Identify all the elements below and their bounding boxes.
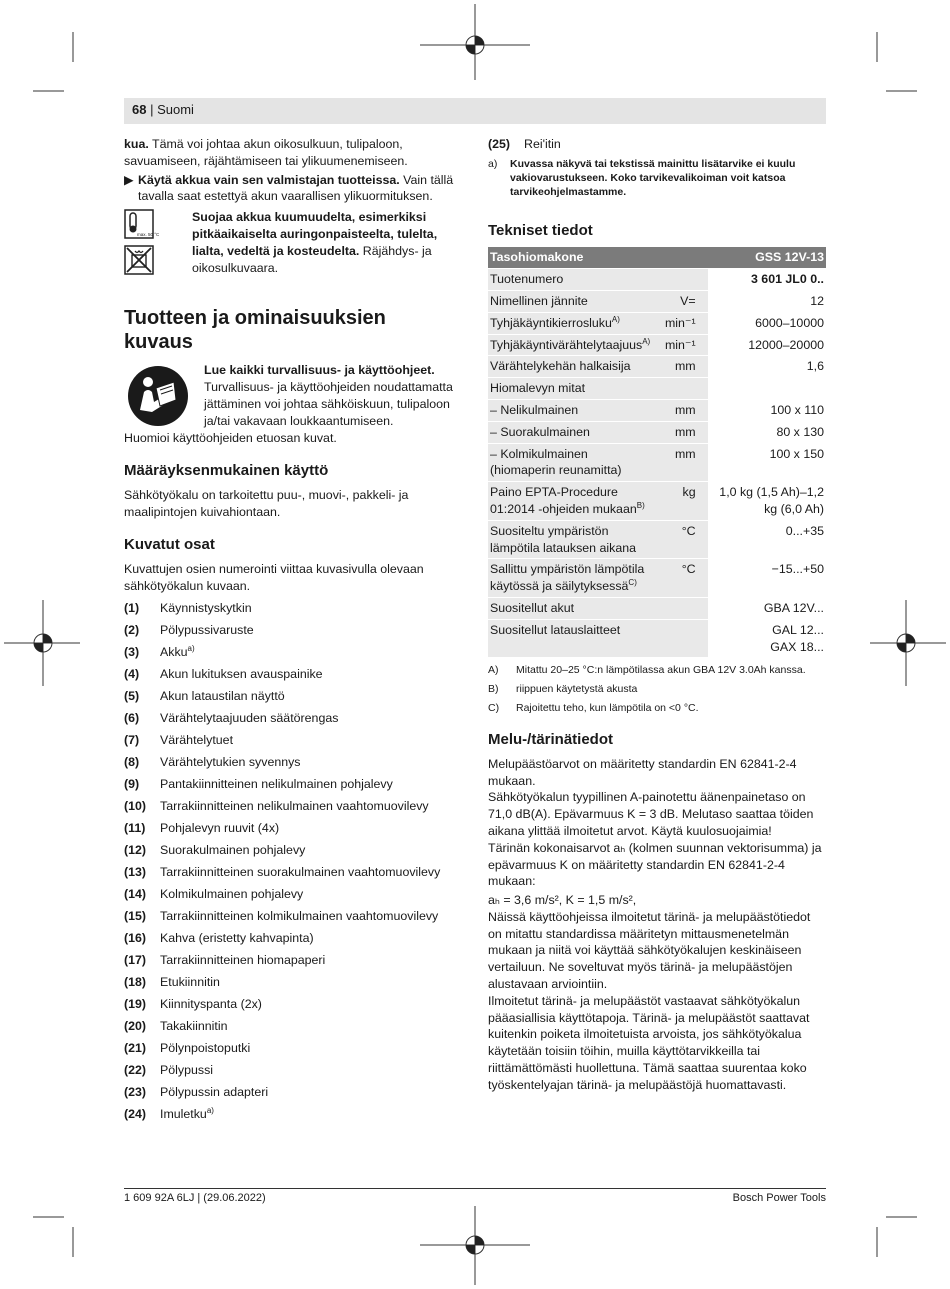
part-label: Pölypussivaruste [160, 623, 254, 638]
part-label: Käynnistyskytkin [160, 601, 252, 616]
part-item [124, 622, 460, 644]
footnote-item [488, 683, 826, 697]
spec-value: 80 x 130 [708, 421, 826, 443]
part-number: (11) [124, 821, 146, 836]
spec-unit [652, 269, 707, 291]
spec-header-value: GSS 12V-13 [708, 247, 826, 268]
part-item [124, 1062, 460, 1084]
part-label: Värähtelytaajuuden säätörengas [160, 711, 339, 726]
part-item [124, 842, 460, 864]
part-label: Tarrakiinnitteinen nelikulmainen vaahtomuovilevy [160, 799, 429, 814]
spec-unit: min⁻¹ [652, 334, 707, 356]
spec-row [488, 356, 826, 378]
section-title: Tuotteen ja ominaisuuksien kuvaus [124, 307, 386, 354]
intro-bold: kua. [124, 137, 149, 151]
cover-note: Huomioi käyttöohjeiden etuosan kuvat. [124, 431, 337, 446]
part-item [124, 886, 460, 908]
part-number: (15) [124, 909, 147, 924]
part-label: Takakiinnitin [160, 1019, 228, 1034]
footnote-text: Mitattu 20–25 °C:n lämpötilassa akun GBA 12V 3.0Ah kanssa. [516, 664, 806, 677]
spec-row [488, 290, 826, 312]
spec-unit: mm [652, 399, 707, 421]
intended-use-title: Määräyksenmukainen käyttö [124, 462, 329, 480]
part-label: Akun lukituksen avauspainike [160, 667, 323, 682]
part-number: (4) [124, 667, 140, 682]
part-item [124, 644, 460, 666]
part-label: Etukiinnitin [160, 975, 220, 990]
spec-row [488, 312, 826, 334]
noise-p5: Näissä käyttöohjeissa ilmoitetut tärinä- ja melupäästötiedot on mitattu standardissa määritetyn mittausmenetelmän mukaan ja niitä voi käyttää sähkötyökalujen keskinäiseen vertailuun. Ne soveltuvat myös tärinä- ja melupäästöjen alustavaan arviointiin. [488, 909, 811, 992]
part-number: (23) [124, 1085, 147, 1100]
spec-row [488, 399, 826, 421]
spec-row [488, 421, 826, 443]
spec-value: GAL 12... GAX 18... [708, 619, 826, 658]
spec-row [488, 482, 826, 521]
accessory-note [488, 158, 826, 199]
spec-label: Tyhjäkäyntivärähtelytaajuus$^{A)}$ [488, 334, 652, 356]
left-column [124, 136, 460, 1128]
spec-unit: V= [652, 290, 707, 312]
intro-paragraph [124, 136, 460, 170]
spec-value: 100 x 150 [708, 443, 826, 482]
part-number: (19) [124, 997, 147, 1012]
part-item [124, 666, 460, 688]
footnote-text: Rajoitettu teho, kun lämpötila on <0 °C. [516, 701, 699, 714]
page-header-text: 68 | Suomi [132, 102, 194, 117]
part-number: (1) [124, 601, 140, 616]
spec-label: Suositellut akut [488, 597, 652, 619]
spec-value: −15...+50 [708, 559, 826, 598]
part-number: (9) [124, 777, 140, 792]
battery-bullet [124, 172, 460, 206]
part-number: (18) [124, 975, 147, 990]
spec-label: Suositeltu ympäristön lämpötila latauksen aikana [488, 520, 652, 559]
spec-value: 12 [708, 290, 826, 312]
part-25 [488, 136, 826, 158]
noise-p1: Melupäästöarvot on määritetty standardin EN 62841-2-4 mukaan. [488, 756, 797, 788]
part-number: (25) [488, 137, 511, 151]
part-label: Akun lataustilan näyttö [160, 689, 285, 704]
footnote-item [488, 664, 826, 678]
spec-value: 0...+35 [708, 520, 826, 559]
spec-unit: °C [652, 559, 707, 598]
warning-icons [124, 209, 184, 276]
spec-value: 1,6 [708, 356, 826, 378]
part-item [124, 1106, 460, 1128]
part-item [124, 908, 460, 930]
right-column [488, 136, 826, 1094]
spec-row [488, 269, 826, 291]
spec-row [488, 443, 826, 482]
spec-label: Sallittu ympäristön lämpötila käytössä ja säilytyksessä$^{C)}$ [488, 559, 652, 598]
part-item [124, 688, 460, 710]
part-item [124, 820, 460, 842]
spec-unit: °C [652, 520, 707, 559]
footer-doc-id: 1 609 92A 6LJ | (29.06.2022) [124, 1192, 266, 1204]
part-label: Imuletku$^{a)}$ [160, 1106, 214, 1122]
spec-table [488, 247, 826, 658]
part-number: (2) [124, 623, 140, 638]
spec-value [708, 378, 826, 400]
part-number: (3) [124, 645, 140, 660]
spec-label: Tyhjäkäyntikierrosluku$^{A)}$ [488, 312, 652, 334]
spec-footnotes [488, 664, 826, 715]
part-label: Akku$^{a)}$ [160, 644, 195, 660]
spec-label: Nimellinen jännite [488, 290, 652, 312]
part-item [124, 600, 460, 622]
part-item [124, 1084, 460, 1106]
part-number: (6) [124, 711, 140, 726]
part-label: Pölynpoistoputki [160, 1041, 251, 1056]
part-item [124, 1040, 460, 1062]
part-item [124, 732, 460, 754]
part-item [124, 754, 460, 776]
part-number: (5) [124, 689, 140, 704]
bullet-bold: Käytä akkua vain sen valmistajan tuotteissa. [138, 172, 400, 187]
noise-title: Melu-/tärinätiedot [488, 730, 614, 748]
spec-row [488, 334, 826, 356]
spec-value: 6000–10000 [708, 312, 826, 334]
bullet-text: Vain tällä tavalla saat estettyä akun vaarallisen ylikuormituksen. [138, 172, 454, 204]
part-item [124, 952, 460, 974]
part-item [124, 864, 460, 886]
spec-unit: mm [652, 421, 707, 443]
note-key: a) [488, 158, 498, 170]
read-manual-icon [124, 362, 196, 430]
part-label: Pantakiinnitteinen nelikulmainen pohjalevy [160, 777, 393, 792]
intro-text: Tämä voi johtaa akun oikosulkuun, tulipaloon, savuamiseen, räjähtämiseen tai ylikuumenemiseen. [124, 137, 408, 168]
part-item [124, 996, 460, 1018]
part-number: (14) [124, 887, 147, 902]
parts-intro: Kuvattujen osien numerointi viittaa kuvasivulla olevaan sähkötyökalun kuvaan. [124, 561, 424, 593]
read-text: Turvallisuus- ja käyttöohjeiden noudattamatta jättäminen voi johtaa sähköiskuun, tulipaloon ja/tai vakavaan loukkaantumiseen. [204, 380, 453, 428]
page-header [124, 98, 826, 124]
noise-p3: Tärinän kokonaisarvot aₕ (kolmen suunnan vektorisumma) ja epävarmuus K on määritetty standardin EN 62841-2-4 mukaan: [488, 840, 822, 889]
part-label: Tarrakiinnitteinen suorakulmainen vaahtomuovilevy [160, 865, 441, 880]
spec-row [488, 619, 826, 658]
footnote-item [488, 702, 826, 716]
part-label: Tarrakiinnitteinen hiomapaperi [160, 953, 326, 968]
spec-header-row [488, 247, 826, 268]
part-footnote: a) [187, 644, 195, 654]
page-number: 68 [132, 102, 147, 117]
footer-brand: Bosch Power Tools [732, 1192, 826, 1204]
part-number: (8) [124, 755, 140, 770]
spec-header-label: Tasohiomakone [488, 247, 708, 268]
part-item [124, 930, 460, 952]
part-label: Rei'itin [524, 137, 561, 151]
spec-label: Tuotenumero [488, 269, 652, 291]
part-number: (17) [124, 953, 147, 968]
part-label: Pölypussin adapteri [160, 1085, 269, 1100]
spec-value: 12000–20000 [708, 334, 826, 356]
noise-p2: Sähkötyökalun tyypillinen A-painotettu äänenpainetaso on 71,0 dB(A). Epävarmuus K = 3 dB. Melutaso saattaa töiden aikana ylittää ilmoitetut arvot. Käytä kuulosuojaimia! [488, 790, 814, 838]
spec-label: Hiomalevyn mitat [488, 378, 652, 400]
part-label: Tarrakiinnitteinen kolmikulmainen vaahtomuovilevy [160, 909, 439, 924]
spec-unit: mm [652, 356, 707, 378]
part-number: (13) [124, 865, 147, 880]
part-number: (10) [124, 799, 147, 814]
noise-p6: Ilmoitetut tärinä- ja melupäästöt vastaavat sähkötyökalun pääasiallisia käyttötapoja. Tärinä- ja melupäästöt saattavat kuitenkin poiketa ilmoitetuista arvoista, jos sähkötyökalua käytetään toisiin töihin, muilla käyttötarvikkeilla tai riittämättömästi huollettuna. Tämä saattaa suurentaa koko työskentelyajan tärinä- ja melupäästöjä huomattavasti. [488, 993, 810, 1092]
part-item [124, 1018, 460, 1040]
spec-value: 3 601 JL0 0.. [708, 269, 826, 291]
part-number: (16) [124, 931, 147, 946]
footnote-key: C) [488, 701, 500, 714]
part-label: Kolmikulmainen pohjalevy [160, 887, 304, 902]
read-manual-block [124, 362, 460, 430]
spec-label: Suositellut latauslaitteet [488, 619, 652, 658]
intended-use-text: Sähkötyökalu on tarkoitettu puu-, muovi-, pakkeli- ja maalipintojen kuivahiontaan. [124, 488, 409, 519]
spec-unit: min⁻¹ [652, 312, 707, 334]
part-item [124, 798, 460, 820]
spec-value: 100 x 110 [708, 399, 826, 421]
spec-label: – Suorakulmainen [488, 421, 652, 443]
spec-row [488, 559, 826, 598]
part-label: Pölypussi [160, 1063, 214, 1078]
footnote-key: A) [488, 664, 499, 677]
read-bold: Lue kaikki turvallisuus- ja käyttöohjeet. [204, 363, 435, 378]
spec-unit [652, 619, 707, 658]
part-label: Värähtelytukien syvennys [160, 755, 301, 770]
read-paragraph [204, 362, 460, 430]
spec-unit [652, 597, 707, 619]
part-label: Kahva (eristetty kahvapinta) [160, 931, 314, 946]
footnote-key: B) [488, 683, 499, 696]
heat-limit-icon [124, 209, 160, 239]
spec-value: GBA 12V... [708, 597, 826, 619]
spec-unit [652, 378, 707, 400]
spec-label: Värähtelykehän halkaisija [488, 356, 652, 378]
part-label: Kiinnityspanta (2x) [160, 997, 262, 1012]
part-footnote: a) [206, 1106, 214, 1116]
part-number: (20) [124, 1019, 147, 1034]
part-label: Suorakulmainen pohjalevy [160, 843, 306, 858]
part-label: Värähtelytuet [160, 733, 234, 748]
part-number: (12) [124, 843, 147, 858]
part-number: (21) [124, 1041, 147, 1056]
language-label: Suomi [157, 102, 194, 117]
heat-icon-label: max. 50 °C [137, 232, 160, 238]
parts-list [124, 600, 460, 1128]
part-number: (24) [124, 1107, 147, 1122]
spec-unit: mm [652, 443, 707, 482]
part-number: (22) [124, 1063, 147, 1078]
footnote-text: riippuen käytetystä akusta [516, 683, 638, 696]
spec-value: 1,0 kg (1,5 Ah)–1,2 kg (6,0 Ah) [708, 482, 826, 521]
spec-row [488, 520, 826, 559]
spec-row [488, 378, 826, 400]
parts-title: Kuvatut osat [124, 535, 215, 553]
part-item [124, 974, 460, 996]
spec-label: – Kolmikulmainen (hiomaperin reunamitta) [488, 443, 652, 482]
spec-unit: kg [652, 482, 707, 521]
protect-text: Räjähdys- ja oikosulkuvaara. [192, 243, 432, 275]
tech-title: Tekniset tiedot [488, 222, 593, 240]
protect-paragraph [192, 209, 460, 276]
part-item [124, 776, 460, 798]
part-number: (7) [124, 733, 140, 748]
page-footer [124, 1188, 826, 1204]
note-text: Kuvassa näkyvä tai tekstissä mainittu lisätarvike ei kuulu vakiovarustukseen. Koko tarvikevalikoiman voit katsoa tarvikeohjelmastamme. [510, 158, 796, 198]
part-item [124, 710, 460, 732]
bullet-arrow-icon: ▶ [124, 172, 134, 187]
protect-bold: Suojaa akkua kuumuudelta, esimerkiksi pitkäaikaiselta auringonpaisteelta, tulelta, lialta, vedeltä ja kosteudelta. [192, 210, 438, 258]
noise-p4: aₕ = 3,6 m/s², K = 1,5 m/s², [488, 893, 637, 908]
spec-label: – Nelikulmainen [488, 399, 652, 421]
no-water-icon [124, 245, 154, 275]
battery-protect-block [124, 209, 460, 276]
part-label: Pohjalevyn ruuvit (4x) [160, 821, 280, 836]
spec-row [488, 597, 826, 619]
spec-label: Paino EPTA-Procedure 01:2014 -ohjeiden mukaan$^{B)}$ [488, 482, 652, 521]
